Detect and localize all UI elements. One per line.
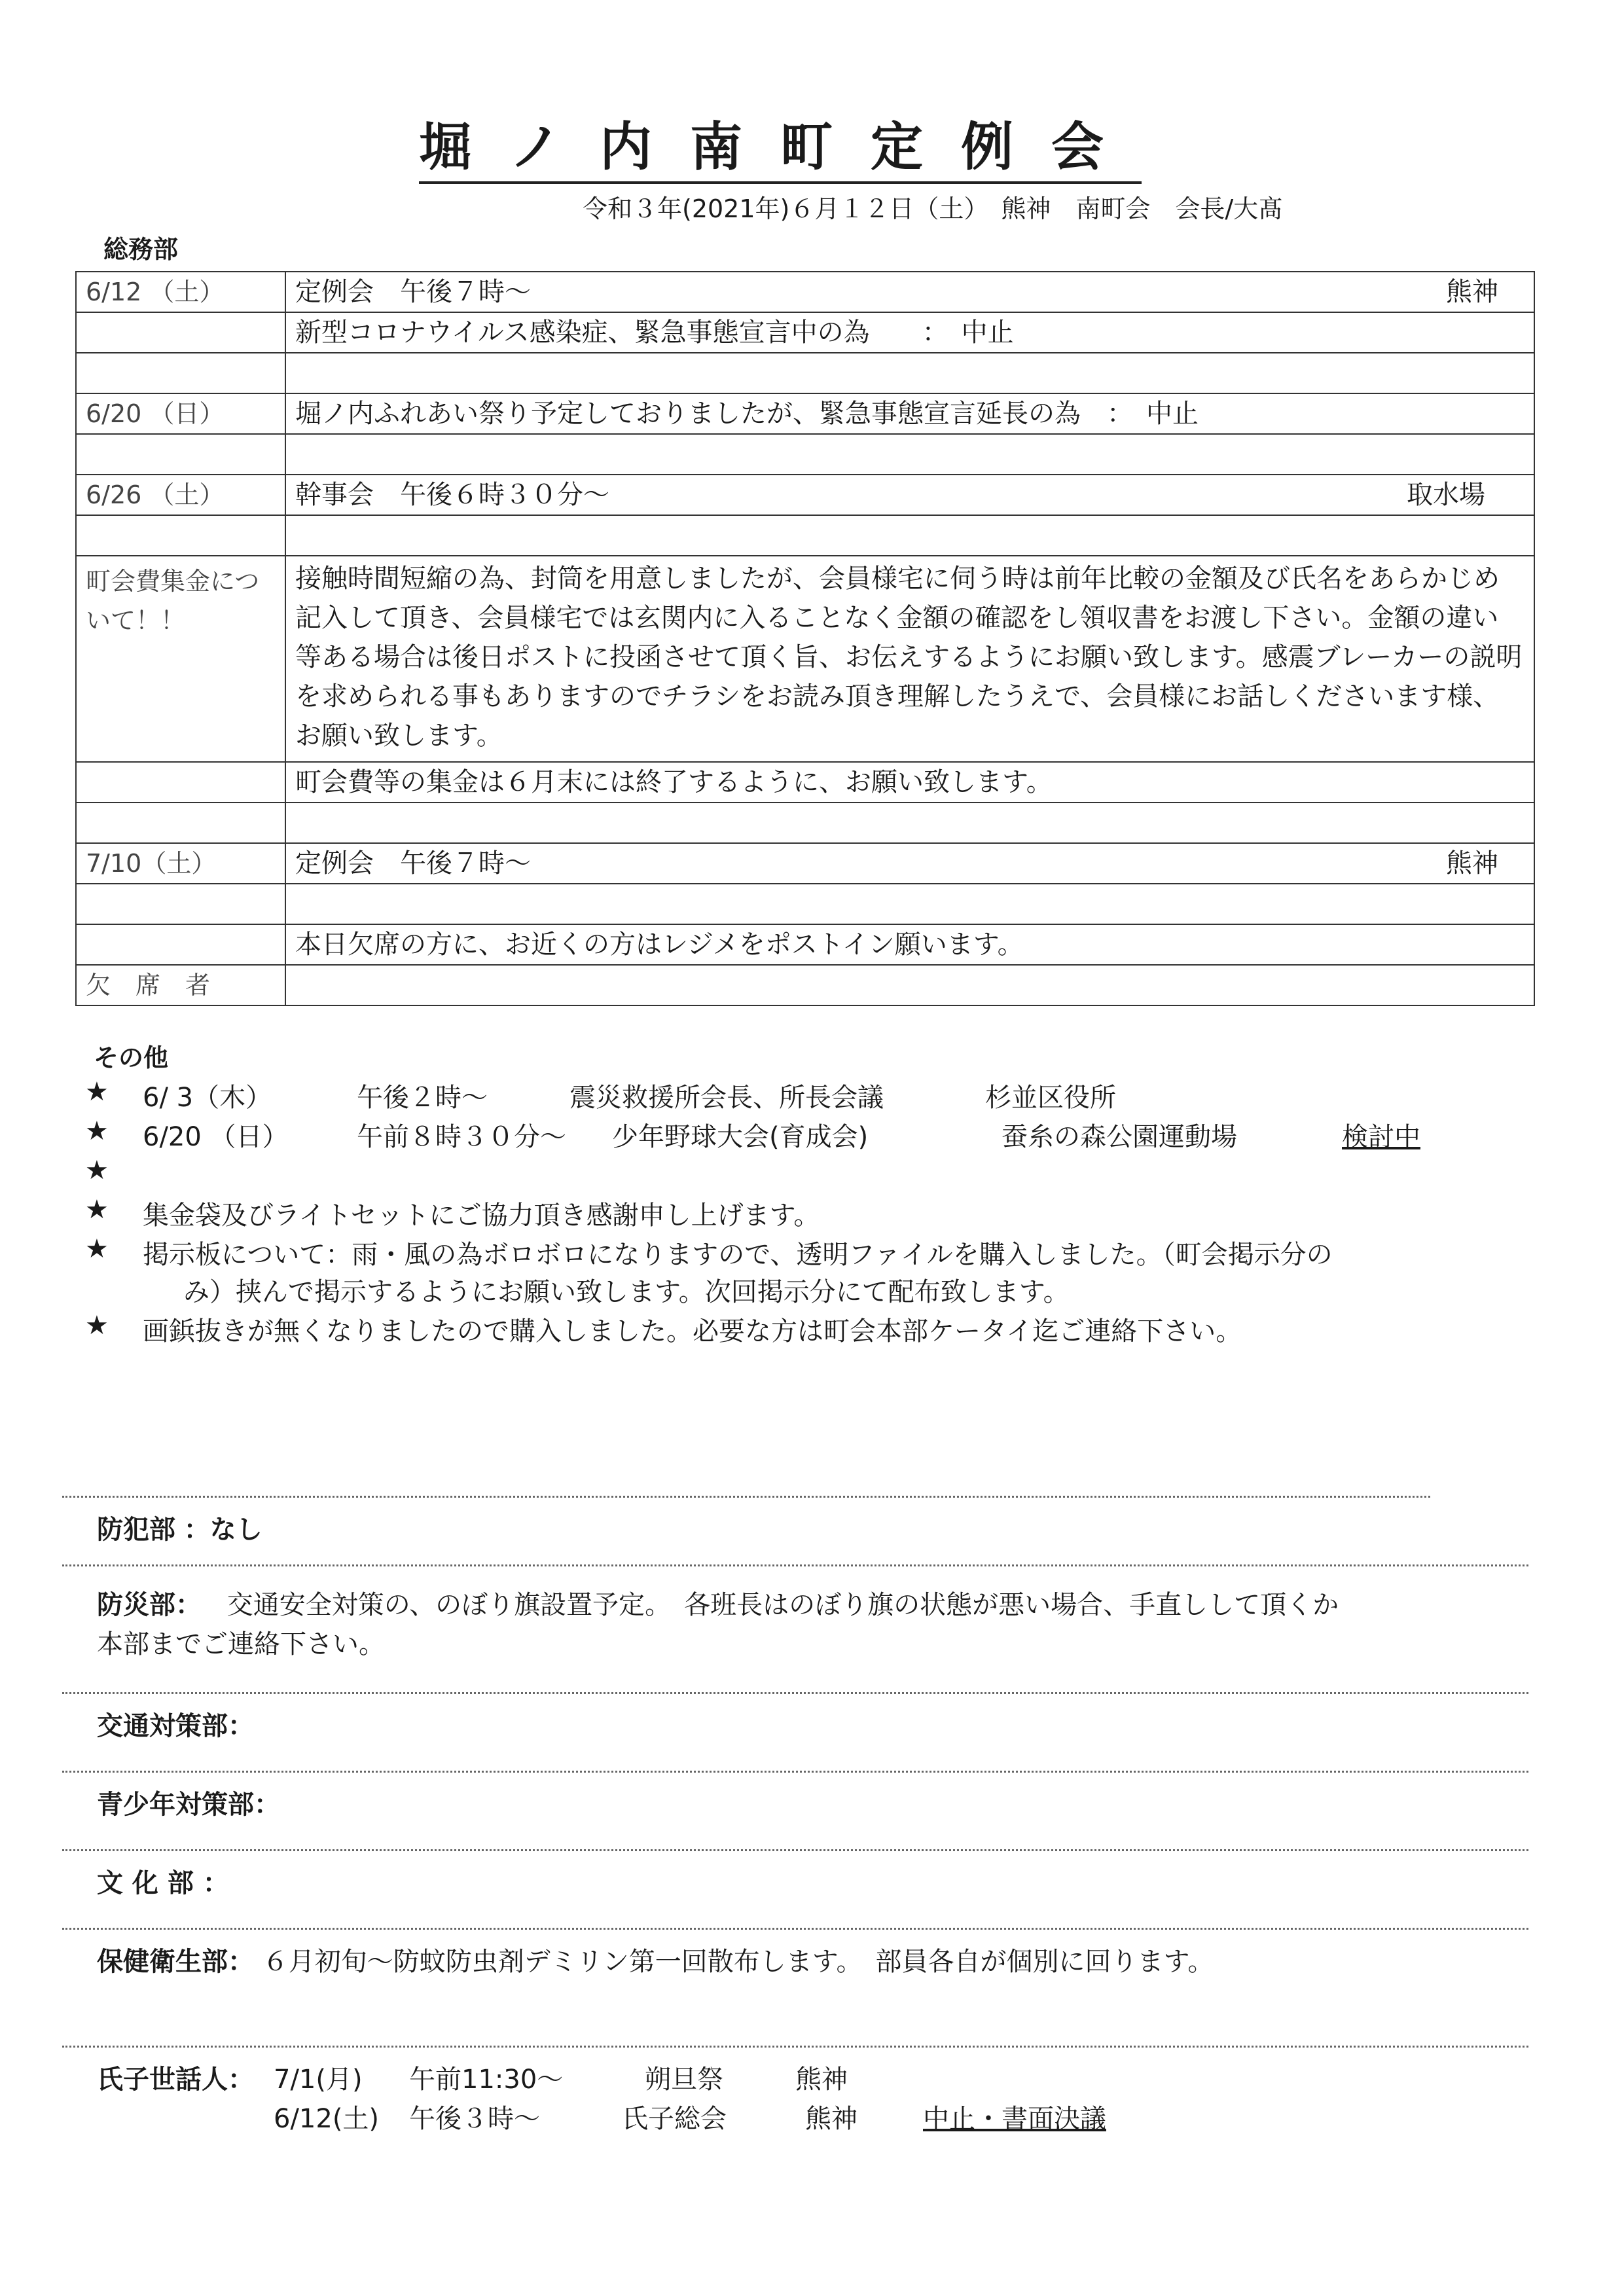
table-row — [76, 762, 1534, 803]
table-row — [76, 515, 1534, 556]
shrine-item-place: 熊神 — [805, 2104, 857, 2134]
fee-collection-text: 接触時間短縮の為、封筒を用意しましたが、会員様宅に伺う時は前年比較の金額及び氏名をあらかじめ記入して頂き、会員様宅では玄関内に入ることなく金額の確認をし領収書をお渡し下さい。金額の違い等ある場合は後日ポストに投函させて頂く旨、お伝えするようにお願い致します。感震ブレーカーの説明を求められる事もありますのでチラシをお読み頂き理解したうえで、会員様にお話しくださいます様、お願い致します。 — [285, 556, 1534, 762]
star-icon: ★ — [85, 1310, 109, 1341]
others-item-time: 午後２時〜 — [357, 1083, 488, 1113]
row-place: 取水場 — [1407, 480, 1485, 510]
dept-label: 交通対策部： — [97, 1711, 254, 1741]
row-text: 定例会 午後７時〜 — [295, 277, 531, 307]
divider — [62, 1771, 1528, 1773]
row-content — [285, 312, 1534, 353]
table-row — [76, 965, 1534, 1005]
culture-dept — [97, 1862, 229, 1900]
row-date — [76, 312, 285, 353]
row-content — [285, 393, 1534, 434]
table-row — [76, 556, 1534, 762]
table-row — [76, 312, 1534, 353]
row-date — [76, 924, 285, 965]
row-content — [285, 475, 1534, 515]
others-item-status: 検討中 — [1342, 1122, 1420, 1152]
table-row — [76, 353, 1534, 393]
row-date: 6/26 （土） — [76, 475, 285, 515]
row-text: 定例会 午後７時〜 — [295, 848, 531, 878]
divider — [62, 2046, 1528, 2048]
dept-label: 防災部： — [97, 1590, 202, 1620]
divider — [62, 1849, 1528, 1851]
shrine-item-time: 午前11:30〜 — [409, 2065, 564, 2095]
row-content — [285, 884, 1534, 924]
others-item-event: 震災救援所会長、所長会議 — [569, 1083, 884, 1113]
others-item-time: 午前８時３０分〜 — [357, 1122, 566, 1152]
row-date — [76, 803, 285, 843]
page-title: 堀ノ内南町定例会 — [419, 105, 1142, 184]
row-date — [76, 434, 285, 475]
general-affairs-table — [75, 271, 1535, 1006]
shrine-item-place: 熊神 — [795, 2065, 848, 2095]
divider — [62, 1496, 1430, 1498]
dept-label: 氏子世話人： — [97, 2065, 254, 2095]
star-icon: ★ — [85, 1195, 109, 1225]
shrine-dept-label — [97, 2059, 254, 2096]
row-text: 町会費等の集金は６月末には終了するように、お願い致します。 — [295, 767, 1053, 797]
row-text: 幹事会 午後６時３０分〜 — [295, 480, 609, 510]
table-row — [76, 272, 1534, 312]
absentees-label: 欠 席 者 — [76, 965, 285, 1005]
row-text: 本日欠席の方に、お近くの方はレジメをポストイン願います。 — [295, 930, 1024, 960]
dept-label: 保健衛生部： — [97, 1947, 254, 1977]
star-icon: ★ — [85, 1116, 109, 1146]
row-place: 熊神 — [1446, 848, 1498, 878]
others-item-date: 6/20 （日） — [143, 1122, 289, 1152]
row-content — [285, 353, 1534, 393]
divider — [62, 1564, 1528, 1566]
dept-label: 防犯部 — [97, 1515, 175, 1545]
others-item-place: 蚕糸の森公園運動場 — [1001, 1122, 1237, 1152]
crime-prevention-dept — [97, 1509, 262, 1546]
row-date — [76, 762, 285, 803]
table-row — [76, 434, 1534, 475]
divider — [62, 1692, 1528, 1694]
table-row — [76, 475, 1534, 515]
disaster-prevention-dept — [97, 1584, 1339, 1621]
youth-dept — [97, 1784, 280, 1821]
table-row — [76, 393, 1534, 434]
dept-text: ６月初旬〜防蚊防虫剤デミリン第一回散布します。 部員各自が個別に回ります。 — [262, 1947, 1214, 1977]
row-content — [285, 924, 1534, 965]
shrine-item-time: 午後３時〜 — [409, 2104, 540, 2134]
others-item-text-cont: み）挟んで掲示するようにお願い致します。次回掲示分にて配布致します。 — [183, 1277, 1070, 1307]
star-icon: ★ — [85, 1077, 109, 1107]
meeting-dateline: 令和３年(2021年)６月１２日（土） 熊神 南町会 会長/大髙 — [583, 194, 1284, 223]
star-icon: ★ — [85, 1234, 109, 1264]
shrine-item-event: 朔旦祭 — [645, 2065, 723, 2095]
others-label: その他 — [94, 1043, 169, 1072]
row-date: 7/10（土） — [76, 843, 285, 884]
row-date: 6/20 （日） — [76, 393, 285, 434]
health-dept — [97, 1941, 1214, 1978]
row-date: 6/12 （土） — [76, 272, 285, 312]
shrine-item-date: 7/1(月) — [274, 2065, 363, 2095]
traffic-dept — [97, 1705, 254, 1743]
row-date — [76, 515, 285, 556]
row-text: 堀ノ内ふれあい祭り予定しておりましたが、緊急事態宣言延長の為 ： 中止 — [295, 399, 1199, 429]
others-item-text: 集金袋及びライトセットにご協力頂き感謝申し上げます。 — [143, 1201, 820, 1231]
row-content — [285, 515, 1534, 556]
shrine-item-event: 氏子総会 — [622, 2104, 727, 2134]
dept-text: 交通安全対策の、のぼり旗設置予定。 各班長はのぼり旗の状態が悪い場合、手直しして頂くか — [226, 1590, 1339, 1620]
shrine-item-status: 中止・書面決議 — [923, 2104, 1106, 2134]
table-row — [76, 803, 1534, 843]
row-date — [76, 884, 285, 924]
disaster-prevention-text-cont: 本部までご連絡下さい。 — [97, 1629, 385, 1659]
table-row — [76, 843, 1534, 884]
general-affairs-label: 総務部 — [103, 235, 179, 264]
fee-collection-label: 町会費集金について！！ — [76, 556, 285, 762]
row-date — [76, 353, 285, 393]
row-content — [285, 434, 1534, 475]
others-item-event: 少年野球大会(育成会) — [612, 1122, 869, 1152]
row-content — [285, 803, 1534, 843]
others-item-date: 6/ 3（木） — [143, 1083, 272, 1113]
divider — [62, 1928, 1528, 1930]
others-item-place: 杉並区役所 — [985, 1083, 1116, 1113]
dept-label: 青少年対策部： — [97, 1790, 280, 1820]
dept-label: 文 化 部 ： — [97, 1868, 229, 1898]
row-place: 熊神 — [1446, 277, 1498, 307]
others-item-text: 掲示板について：雨・風の為ボロボロになりますので、透明ファイルを購入しました。（町会掲示分の — [143, 1240, 1333, 1270]
row-content — [285, 272, 1534, 312]
dept-text: ：なし — [183, 1515, 262, 1545]
row-content — [285, 762, 1534, 803]
star-icon: ★ — [85, 1155, 109, 1185]
absentees-value — [285, 965, 1534, 1005]
table-row — [76, 924, 1534, 965]
row-content — [285, 843, 1534, 884]
others-item-text: 画鋲抜きが無くなりましたので購入しました。必要な方は町会本部ケータイ迄ご連絡下さい。 — [143, 1316, 1242, 1346]
row-text: 新型コロナウイルス感染症、緊急事態宣言中の為 ： 中止 — [295, 317, 1014, 348]
shrine-item-date: 6/12(土) — [274, 2104, 380, 2134]
table-row — [76, 884, 1534, 924]
